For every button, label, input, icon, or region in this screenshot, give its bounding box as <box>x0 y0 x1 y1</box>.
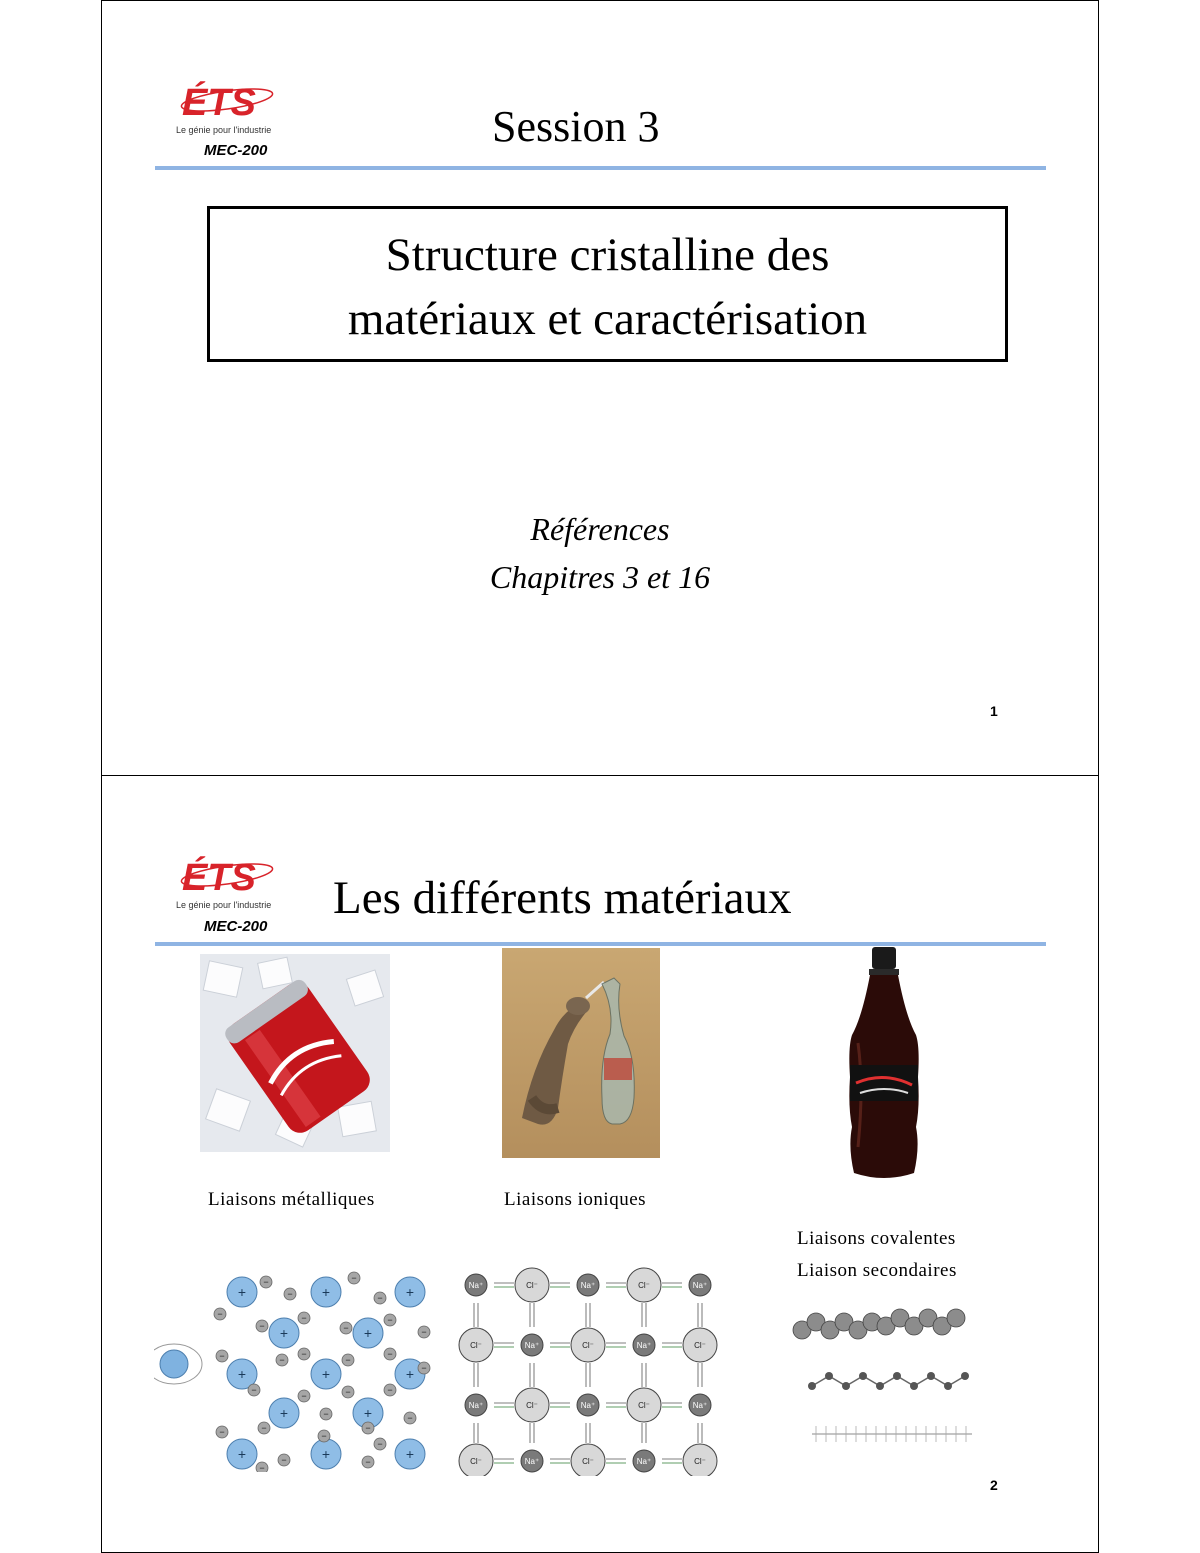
caption-ionic-bonds: Liaisons ioniques <box>504 1189 647 1210</box>
caption-secondary-bonds: Liaison secondaires <box>797 1260 957 1281</box>
sodium-ion <box>577 1274 599 1296</box>
title-rule <box>155 166 1046 170</box>
metal-cation <box>227 1277 257 1307</box>
polymer-chain-stick-model <box>808 1372 969 1390</box>
sodium-ion <box>633 1334 655 1356</box>
svg-text:Na⁺: Na⁺ <box>692 1401 708 1410</box>
metal-cation <box>269 1318 299 1348</box>
soda-can-image <box>200 954 390 1157</box>
free-electron <box>342 1386 354 1398</box>
svg-text:Na⁺: Na⁺ <box>468 1401 484 1410</box>
free-electron <box>284 1288 296 1300</box>
plastic-bottle-image <box>844 947 924 1188</box>
metal-cation <box>311 1277 341 1307</box>
svg-text:Cl⁻: Cl⁻ <box>526 1281 538 1290</box>
title-rule <box>155 942 1046 946</box>
slide-title: Les différents matériaux <box>333 872 792 924</box>
svg-text:−: − <box>281 1455 287 1465</box>
svg-text:+: + <box>405 1446 415 1462</box>
svg-text:Cl⁻: Cl⁻ <box>638 1401 650 1410</box>
svg-text:+: + <box>237 1284 247 1300</box>
svg-text:+: + <box>237 1446 247 1462</box>
chloride-ion <box>515 1388 549 1422</box>
metal-cation <box>353 1318 383 1348</box>
free-electron <box>384 1348 396 1360</box>
sodium-ion <box>689 1274 711 1296</box>
svg-text:−: − <box>377 1293 383 1303</box>
free-electron <box>384 1384 396 1396</box>
chloride-ion <box>627 1388 661 1422</box>
references-chapters: Chapitres 3 et 16 <box>489 559 711 595</box>
svg-text:−: − <box>287 1289 293 1299</box>
free-electron <box>384 1314 396 1326</box>
boxed-title-line-2: matériaux et caractérisation <box>347 293 868 345</box>
svg-text:−: − <box>251 1385 257 1395</box>
svg-text:−: − <box>345 1355 351 1365</box>
free-electron <box>256 1462 268 1472</box>
svg-text:Le génie pour l'industrie: Le génie pour l'industrie <box>176 900 272 910</box>
svg-text:−: − <box>217 1309 223 1319</box>
svg-text:Na⁺: Na⁺ <box>524 1341 540 1350</box>
metal-cation <box>311 1359 341 1389</box>
course-code: MEC-200 <box>204 142 268 159</box>
free-electron <box>374 1438 386 1450</box>
free-electron <box>362 1422 374 1434</box>
svg-text:−: − <box>387 1349 393 1359</box>
svg-text:−: − <box>407 1413 413 1423</box>
free-electron <box>258 1422 270 1434</box>
svg-text:ÉTS: ÉTS <box>182 82 256 124</box>
svg-text:−: − <box>345 1387 351 1397</box>
sodium-ion <box>465 1394 487 1416</box>
references-label: Références <box>530 511 670 547</box>
chloride-ion <box>571 1444 605 1476</box>
svg-text:+: + <box>321 1284 331 1300</box>
sodium-ion <box>633 1450 655 1472</box>
svg-text:Cl⁻: Cl⁻ <box>582 1341 594 1350</box>
squirrel-bottle-image <box>502 948 660 1163</box>
svg-text:Cl⁻: Cl⁻ <box>638 1281 650 1290</box>
slide-1 <box>101 0 1099 776</box>
svg-text:Na⁺: Na⁺ <box>580 1281 596 1290</box>
svg-text:Na⁺: Na⁺ <box>580 1401 596 1410</box>
chloride-ion <box>683 1444 717 1476</box>
chloride-ion <box>515 1268 549 1302</box>
slide-2 <box>101 775 1099 1553</box>
free-electron <box>298 1312 310 1324</box>
sodium-ion <box>521 1334 543 1356</box>
svg-text:−: − <box>365 1423 371 1433</box>
svg-text:−: − <box>219 1427 225 1437</box>
svg-text:Le génie pour l'industrie: Le génie pour l'industrie <box>176 125 272 135</box>
svg-text:−: − <box>301 1349 307 1359</box>
ets-logo <box>172 73 282 153</box>
svg-text:+: + <box>279 1405 289 1421</box>
svg-text:+: + <box>321 1446 331 1462</box>
chloride-ion <box>571 1328 605 1362</box>
sodium-ion <box>577 1394 599 1416</box>
svg-text:−: − <box>323 1409 329 1419</box>
free-electron <box>276 1354 288 1366</box>
free-electron <box>374 1292 386 1304</box>
metal-cation <box>311 1439 341 1469</box>
sodium-ion <box>689 1394 711 1416</box>
metal-cation <box>227 1439 257 1469</box>
free-electron <box>214 1308 226 1320</box>
svg-text:Na⁺: Na⁺ <box>524 1457 540 1466</box>
page-number: 1 <box>990 703 998 719</box>
boxed-title <box>207 206 1008 362</box>
chloride-ion <box>459 1444 493 1476</box>
caption-covalent-bonds: Liaisons covalentes <box>797 1228 956 1249</box>
slide-title: Session 3 <box>492 102 660 151</box>
svg-text:Na⁺: Na⁺ <box>692 1281 708 1290</box>
svg-text:Cl⁻: Cl⁻ <box>526 1401 538 1410</box>
sodium-ion <box>465 1274 487 1296</box>
free-electron <box>418 1362 430 1374</box>
svg-text:+: + <box>405 1284 415 1300</box>
free-electron <box>256 1320 268 1332</box>
free-electron <box>248 1384 260 1396</box>
ets-logo <box>172 848 282 928</box>
svg-text:Na⁺: Na⁺ <box>636 1457 652 1466</box>
free-electron <box>298 1348 310 1360</box>
polymer-chain-line-model <box>812 1426 972 1442</box>
svg-text:−: − <box>263 1277 269 1287</box>
svg-text:+: + <box>321 1366 331 1382</box>
svg-text:Cl⁻: Cl⁻ <box>694 1457 706 1466</box>
free-electron <box>298 1390 310 1402</box>
svg-text:−: − <box>421 1327 427 1337</box>
svg-text:Cl⁻: Cl⁻ <box>470 1341 482 1350</box>
free-electron <box>418 1326 430 1338</box>
free-electron <box>404 1412 416 1424</box>
free-electron <box>278 1454 290 1466</box>
svg-text:+: + <box>363 1325 373 1341</box>
metallic-bond-diagram <box>154 1268 436 1477</box>
sodium-ion <box>521 1450 543 1472</box>
svg-text:Cl⁻: Cl⁻ <box>582 1457 594 1466</box>
svg-text:Cl⁻: Cl⁻ <box>470 1457 482 1466</box>
svg-text:−: − <box>259 1321 265 1331</box>
covalent-bond-diagram <box>792 1306 982 1461</box>
page-number: 2 <box>990 1477 998 1493</box>
polymer-chain-ball-model <box>793 1309 965 1339</box>
svg-text:+: + <box>363 1405 373 1421</box>
free-electron <box>216 1350 228 1362</box>
metal-cation <box>269 1398 299 1428</box>
svg-text:−: − <box>351 1273 357 1283</box>
svg-text:−: − <box>321 1431 327 1441</box>
svg-text:+: + <box>237 1366 247 1382</box>
free-electron <box>216 1426 228 1438</box>
svg-text:−: − <box>365 1457 371 1467</box>
free-electron <box>362 1456 374 1468</box>
svg-text:Na⁺: Na⁺ <box>636 1341 652 1350</box>
svg-text:Na⁺: Na⁺ <box>468 1281 484 1290</box>
svg-text:−: − <box>387 1315 393 1325</box>
svg-text:−: − <box>301 1391 307 1401</box>
references-block <box>102 505 1098 601</box>
free-electron <box>342 1354 354 1366</box>
svg-text:−: − <box>279 1355 285 1365</box>
metal-cation <box>395 1277 425 1307</box>
svg-text:−: − <box>219 1351 225 1361</box>
free-electron <box>318 1430 330 1442</box>
chloride-ion <box>459 1328 493 1362</box>
svg-text:−: − <box>343 1323 349 1333</box>
chloride-ion <box>683 1328 717 1362</box>
svg-text:−: − <box>259 1463 265 1472</box>
svg-text:−: − <box>301 1313 307 1323</box>
svg-text:−: − <box>421 1363 427 1373</box>
free-electron <box>260 1276 272 1288</box>
svg-text:+: + <box>405 1366 415 1382</box>
ionic-bond-diagram <box>456 1261 732 1481</box>
free-electron <box>320 1408 332 1420</box>
svg-text:+: + <box>279 1325 289 1341</box>
svg-text:Cl⁻: Cl⁻ <box>694 1341 706 1350</box>
free-electron <box>340 1322 352 1334</box>
svg-text:−: − <box>377 1439 383 1449</box>
svg-text:ÉTS: ÉTS <box>182 857 256 899</box>
boxed-title-line-1: Structure cristalline des <box>385 229 830 281</box>
svg-text:−: − <box>261 1423 267 1433</box>
chloride-ion <box>627 1268 661 1302</box>
caption-metallic-bonds: Liaisons métalliques <box>208 1189 375 1210</box>
free-electron <box>348 1272 360 1284</box>
svg-text:−: − <box>387 1385 393 1395</box>
course-code: MEC-200 <box>204 918 268 935</box>
metal-cation <box>395 1439 425 1469</box>
